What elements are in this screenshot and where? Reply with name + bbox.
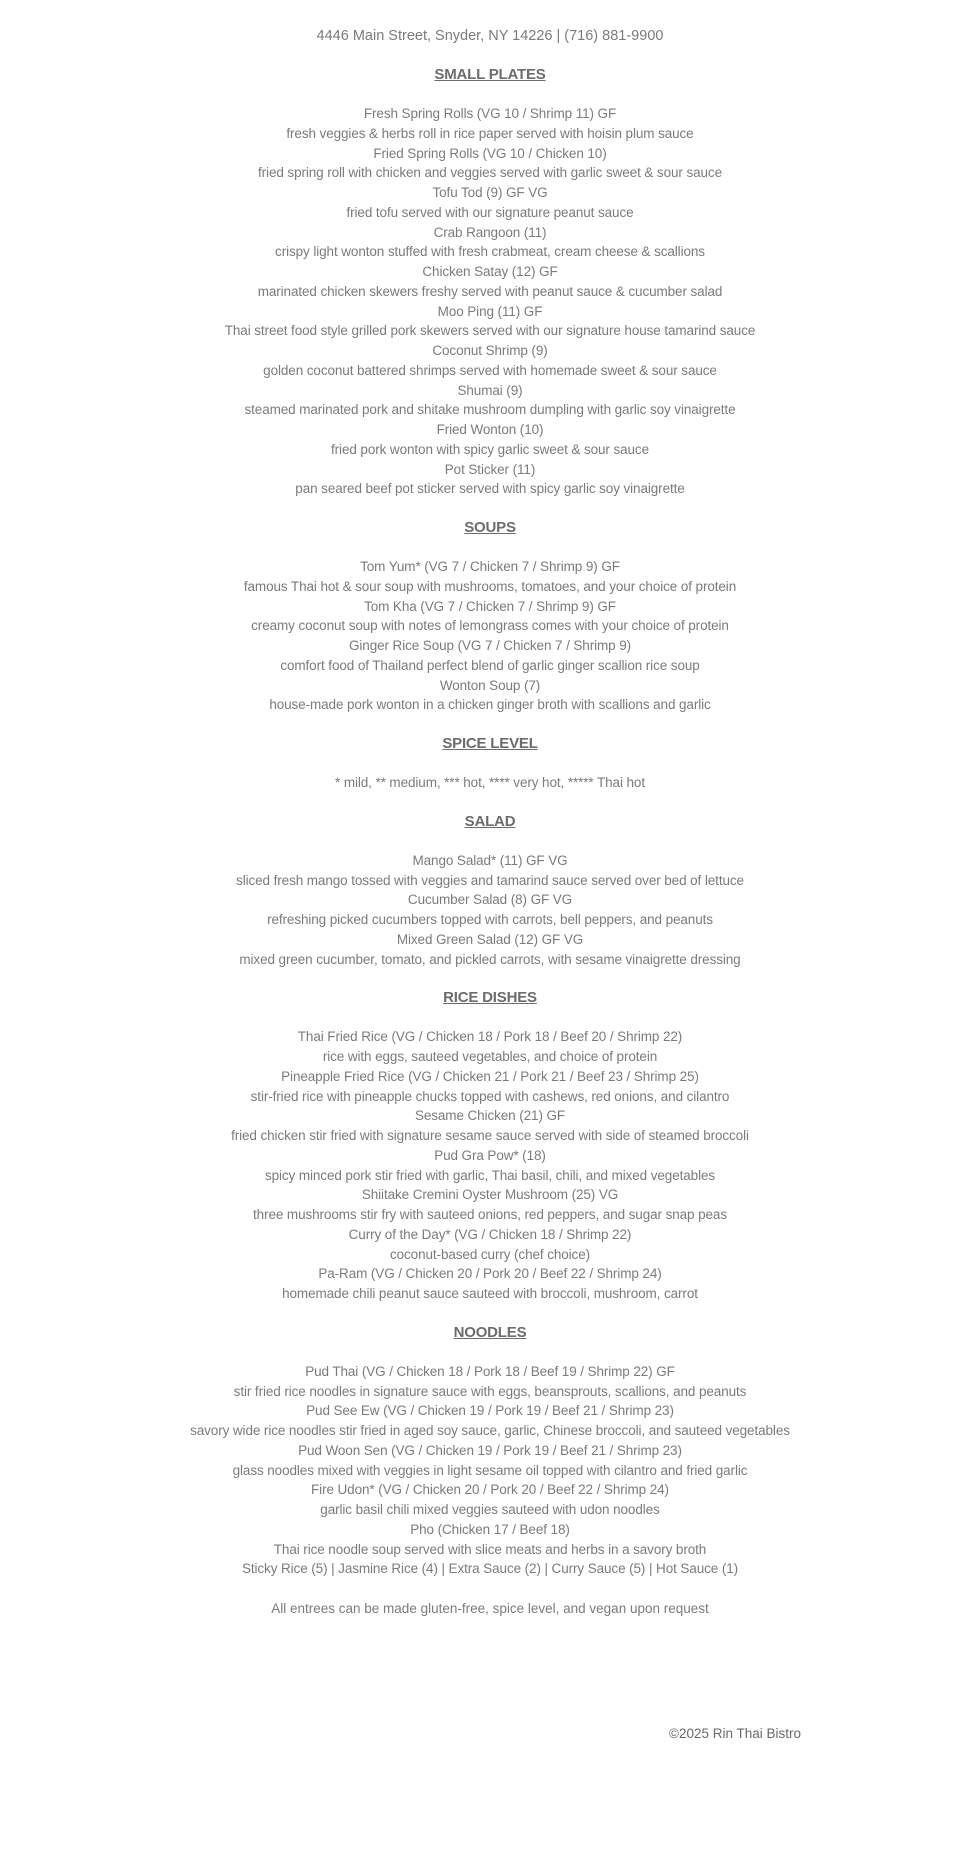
menu-line: fried pork wonton with spicy garlic sweet & sour sauce <box>331 441 649 457</box>
menu-item-list <box>0 104 965 499</box>
menu-line: steamed marinated pork and shitake mushroom dumpling with garlic soy vinaigrette <box>244 402 736 418</box>
menu-line: golden coconut battered shrimps served with homemade sweet & sour sauce <box>263 362 717 378</box>
menu-line: comfort food of Thailand perfect blend of garlic ginger scallion rice soup <box>280 657 700 673</box>
menu-line: Sesame Chicken (21) GF <box>414 1108 566 1124</box>
menu-line: Tom Kha (VG 7 / Chicken 7 / Shrimp 9) GF <box>364 598 616 614</box>
menu-line: * mild, ** medium, *** hot, **** very hot, ***** Thai hot <box>335 775 645 790</box>
section-heading: SALAD <box>464 812 516 830</box>
menu-line: rice with eggs, sauteed vegetables, and choice of protein <box>322 1049 658 1064</box>
menu-item-list <box>0 1362 965 1579</box>
menu-line: Tom Yum* (VG 7 / Chicken 7 / Shrimp 9) GF <box>360 559 620 574</box>
menu-section-soups <box>0 518 965 715</box>
menu-line: Mixed Green Salad (12) GF VG <box>396 931 584 947</box>
menu-line: spicy minced pork stir fried with garlic, Thai basil, chili, and mixed vegetables <box>264 1167 716 1183</box>
menu-line: Shumai (9) <box>457 382 523 398</box>
menu-line: refreshing picked cucumbers topped with carrots, bell peppers, and peanuts <box>267 912 713 927</box>
restaurant-address: 4446 Main Street, Snyder, NY 14226 | (716) 881-9900 <box>316 28 664 44</box>
menu-line: famous Thai hot & sour soup with mushrooms, tomatoes, and your choice of protein <box>243 578 737 594</box>
menu-section-small-plates <box>0 65 965 499</box>
menu-line: Crab Rangoon (11) <box>433 224 547 240</box>
menu-line: Thai Fried Rice (VG / Chicken 18 / Pork 18 / Beef 20 / Shrimp 22) <box>297 1029 683 1045</box>
dietary-note: All entrees can be made gluten-free, spice level, and vegan upon request <box>271 1601 709 1616</box>
menu-line: Thai street food style grilled pork skewers served with our signature house tamarind sauce <box>224 323 756 339</box>
menu-line: stir fried rice noodles in signature sauce with eggs, beansprouts, scallions, and peanuts <box>233 1383 747 1399</box>
menu-line: Fire Udon* (VG / Chicken 20 / Pork 20 / Beef 22 / Shrimp 24) <box>311 1482 669 1498</box>
menu-line: fried spring roll with chicken and veggies served with garlic sweet & sour sauce <box>258 165 722 181</box>
menu-line: Pud Woon Sen (VG / Chicken 19 / Pork 19 / Beef 21 / Shrimp 23) <box>298 1442 682 1458</box>
menu-section-rice-dishes <box>0 988 965 1304</box>
menu-line: Thai rice noodle soup served with slice meats and herbs in a savory broth <box>273 1541 707 1557</box>
menu-line: mixed green cucumber, tomato, and pickled carrots, with sesame vinaigrette dressing <box>239 951 741 967</box>
menu-line: Pho (Chicken 17 / Beef 18) <box>410 1521 570 1537</box>
menu-line: creamy coconut soup with notes of lemongrass comes with your choice of protein <box>251 618 729 634</box>
menu-content <box>0 26 965 1633</box>
section-heading: RICE DISHES <box>443 989 537 1007</box>
menu-line: Pa-Ram (VG / Chicken 20 / Pork 20 / Beef 22 / Shrimp 24) <box>318 1266 662 1282</box>
menu-item-list <box>0 557 965 715</box>
menu-line: stir-fried rice with pineapple chucks topped with cashews, red onions, and cilantro <box>250 1088 730 1104</box>
menu-line: fried tofu served with our signature peanut sauce <box>346 204 634 220</box>
menu-line: Pot Sticker (11) <box>444 461 536 477</box>
section-heading: SOUPS <box>464 519 516 536</box>
menu-line: coconut-based curry (chef choice) <box>389 1246 591 1262</box>
menu-line: Pineapple Fried Rice (VG / Chicken 21 / Pork 21 / Beef 23 / Shrimp 25) <box>281 1068 699 1084</box>
section-heading: SPICE LEVEL <box>442 735 538 752</box>
menu-line: Chicken Satay (12) GF <box>422 264 558 279</box>
menu-line: Pud See Ew (VG / Chicken 19 / Pork 19 / Beef 21 / Shrimp 23) <box>306 1403 674 1419</box>
menu-line: glass noodles mixed with veggies in light sesame oil topped with cilantro and fried garlic <box>232 1462 748 1478</box>
menu-line: crispy light wonton stuffed with fresh crabmeat, cream cheese & scallions <box>275 244 705 260</box>
menu-line: garlic basil chili mixed veggies sauteed with udon noodles <box>320 1502 660 1517</box>
menu-line: house-made pork wonton in a chicken ginger broth with scallions and garlic <box>269 697 711 713</box>
menu-section-noodles <box>0 1323 965 1579</box>
menu-line: Coconut Shrimp (9) <box>432 343 548 358</box>
menu-line: Fresh Spring Rolls (VG 10 / Shrimp 11) GF <box>363 106 617 121</box>
section-heading: NOODLES <box>453 1323 527 1341</box>
menu-item-list <box>0 1027 965 1304</box>
menu-item-list <box>0 851 965 970</box>
menu-line: pan seared beef pot sticker served with spicy garlic soy vinaigrette <box>295 481 685 497</box>
menu-section-spice-level <box>0 734 965 793</box>
menu-line: Pud Thai (VG / Chicken 18 / Pork 18 / Beef 19 / Shrimp 22) GF <box>305 1363 675 1379</box>
menu-line: sliced fresh mango tossed with veggies and tamarind sauce served over bed of lettuce <box>236 872 744 888</box>
menu-line: Mango Salad* (11) GF VG <box>412 852 568 868</box>
menu-line: Ginger Rice Soup (VG 7 / Chicken 7 / Shrimp 9) <box>348 638 632 653</box>
menu-line: Tofu Tod (9) GF VG <box>432 185 548 200</box>
menu-line: Curry of the Day* (VG / Chicken 18 / Shrimp 22) <box>348 1226 632 1242</box>
menu-line: Pud Gra Pow* (18) <box>434 1147 546 1163</box>
menu-line: Fried Spring Rolls (VG 10 / Chicken 10) <box>373 145 607 161</box>
copyright-text: ©2025 Rin Thai Bistro <box>669 1726 802 1741</box>
menu-line: Sticky Rice (5) | Jasmine Rice (4) | Extra Sauce (2) | Curry Sauce (5) | Hot Sauce (1) <box>241 1561 739 1577</box>
menu-line: fresh veggies & herbs roll in rice paper served with hoisin plum sauce <box>286 125 694 141</box>
menu-sections <box>0 65 965 1579</box>
menu-line: Wonton Soup (7) <box>439 677 541 693</box>
menu-item-list <box>0 773 965 793</box>
menu-line: Shiitake Cremini Oyster Mushroom (25) VG <box>361 1187 619 1203</box>
menu-section-salad <box>0 812 965 970</box>
menu-line: marinated chicken skewers freshy served with peanut sauce & cucumber salad <box>257 283 723 299</box>
menu-line: Moo Ping (11) GF <box>437 303 543 319</box>
menu-line: fried chicken stir fried with signature sesame sauce served with side of steamed broccoli <box>231 1128 749 1143</box>
menu-line: savory wide rice noodles stir fried in aged soy sauce, garlic, Chinese broccoli, and sauteed vegetables <box>190 1423 790 1438</box>
menu-line: Fried Wonton (10) <box>436 422 544 437</box>
menu-line: homemade chili peanut sauce sauteed with broccoli, mushroom, carrot <box>282 1286 698 1301</box>
section-heading: SMALL PLATES <box>434 66 546 83</box>
menu-line: three mushrooms stir fry with sauteed onions, red peppers, and sugar snap peas <box>253 1207 727 1222</box>
menu-line: Cucumber Salad (8) GF VG <box>407 892 573 908</box>
